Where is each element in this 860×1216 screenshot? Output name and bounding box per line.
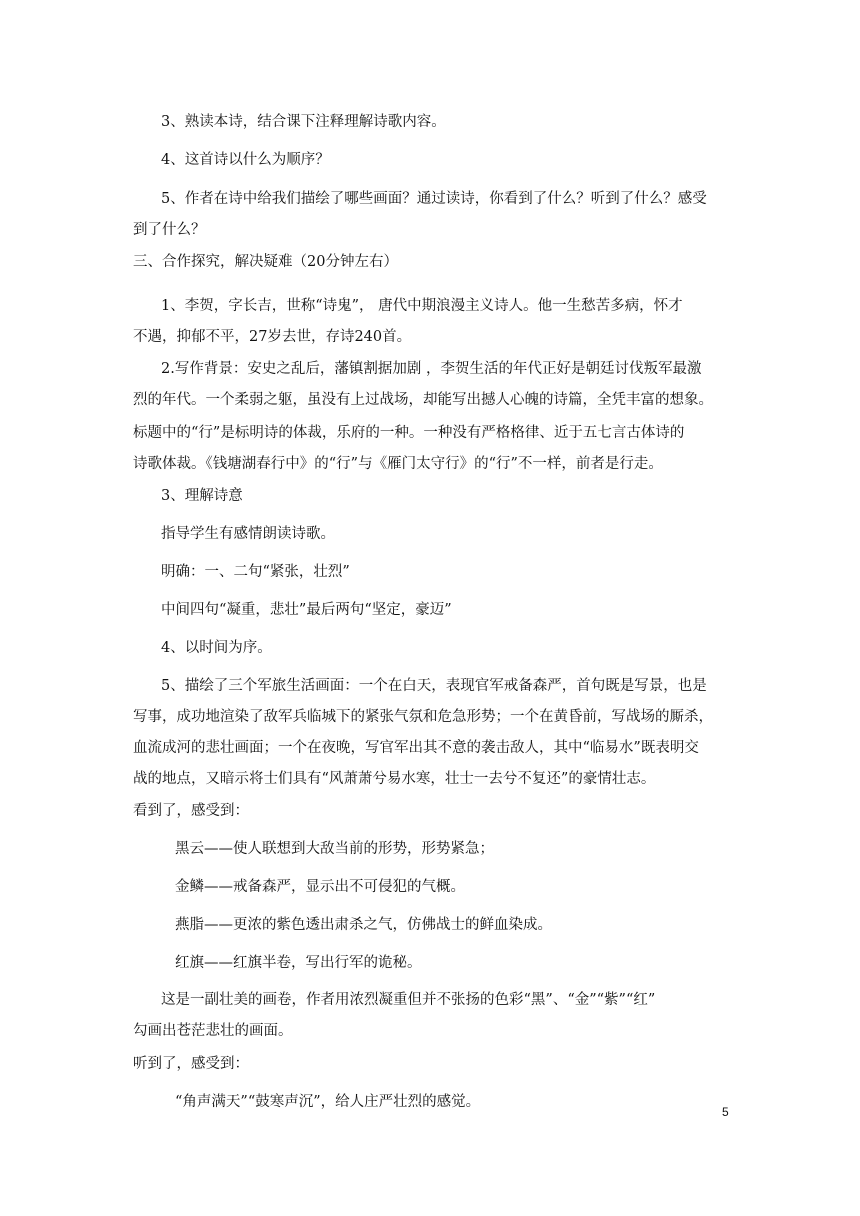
text-line: 写事，成功地渲染了敌军兵临城下的紧张气氛和危急形势；一个在黄昏前，写战场的厮杀， xyxy=(133,709,713,725)
text-line: 4、以时间为序。 xyxy=(161,640,272,656)
paragraph-a1 xyxy=(133,291,733,353)
text-line: 标题中的“行”是标明诗的体裁，乐府的一种。一种没有严格格律、近于五七言古体诗的 xyxy=(133,425,685,441)
text-line: 4、这首诗以什么为顺序？ xyxy=(161,152,330,168)
paragraph-title_note xyxy=(133,418,733,480)
text-line: 诗歌体裁。《钱塘湖春行中》的“行”与《雁门太守行》的“行”不一样，前者是行走。 xyxy=(133,456,663,472)
page-number: 5 xyxy=(722,1105,729,1119)
paragraph-a4 xyxy=(133,633,733,664)
paragraph-guide xyxy=(133,519,733,550)
text-line: 血流成河的悲壮画面；一个在夜晚，写官军出其不意的袭击敌人，其中“临易水”既表明交 xyxy=(133,740,699,756)
text-line: 中间四句“凝重，悲壮”最后两句“坚定，豪迈” xyxy=(161,602,452,618)
text-line: 2.写作背景：安史之乱后，藩镇割据加剧 ，李贺生活的年代正好是朝廷讨伐叛军最激 xyxy=(161,361,702,377)
text-line: 不遇，抑郁不平，27岁去世，存诗240首。 xyxy=(133,329,412,345)
text-line: 红旗——红旗半卷，写出行军的诡秘。 xyxy=(175,955,422,971)
paragraph-summary xyxy=(133,985,733,1047)
paragraph-hongqi xyxy=(133,948,733,979)
paragraph-a3 xyxy=(133,481,733,512)
paragraph-q4 xyxy=(133,145,733,176)
text-line: 5、描绘了三个军旅生活画面：一个在白天，表现官军戒备森严，首句既是写景，也是 xyxy=(161,678,707,694)
paragraph-seen xyxy=(133,796,733,827)
paragraph-section3 xyxy=(133,247,733,278)
text-line: 5、作者在诗中给我们描绘了哪些画面？通过读诗，你看到了什么？听到了什么？感受 xyxy=(161,191,707,207)
text-line: 勾画出苍茫悲壮的画面。 xyxy=(133,1023,293,1039)
text-line: 听到了，感受到： xyxy=(133,1056,249,1072)
paragraph-yanzhi xyxy=(133,910,733,941)
text-line: 这是一副壮美的画卷，作者用浓烈凝重但并不张扬的色彩“黑”、“金”“紫”“红” xyxy=(161,992,656,1008)
text-line: 1、李贺，字长吉，世称“诗鬼”， 唐代中期浪漫主义诗人。他一生愁苦多病，怀才 xyxy=(161,298,683,314)
paragraph-heard xyxy=(133,1049,733,1080)
text-line: 黑云——使人联想到大敌当前的形势，形势紧急； xyxy=(175,841,494,857)
text-line: 3、熟读本诗，结合课下注释理解诗歌内容。 xyxy=(161,114,446,130)
text-line: 燕脂——更浓的紫色透出肃杀之气，仿佛战士的鲜血染成。 xyxy=(175,917,552,933)
text-line: 明确：一、二句“紧张，壮烈” xyxy=(161,564,350,580)
text-line: 到了什么？ xyxy=(133,222,206,238)
text-line: 烈的年代。一个柔弱之躯，虽没有上过战场，却能写出撼人心魄的诗篇，全凭丰富的想象。 xyxy=(133,392,713,408)
text-line: 指导学生有感情朗读诗歌。 xyxy=(161,526,335,542)
paragraph-middle xyxy=(133,595,733,626)
paragraph-a2 xyxy=(133,354,733,416)
text-line: 看到了，感受到： xyxy=(133,803,249,819)
paragraph-q3 xyxy=(133,107,733,138)
paragraph-clear xyxy=(133,557,733,588)
text-line: “角声满天”“鼓寒声沉”，给人庄严壮烈的感觉。 xyxy=(175,1094,481,1110)
text-line: 3、理解诗意 xyxy=(161,488,243,504)
text-line: 金鳞——戒备森严，显示出不可侵犯的气概。 xyxy=(175,879,465,895)
text-line: 战的地点，又暗示将士们具有“风萧萧兮易水寒，壮士一去兮不复还”的豪情壮志。 xyxy=(133,771,656,787)
paragraph-q5 xyxy=(133,184,733,246)
paragraph-a5 xyxy=(133,671,733,795)
text-line: 三、合作探究，解决疑难（20分钟左右） xyxy=(133,254,398,270)
paragraph-jinlin xyxy=(133,872,733,903)
paragraph-heiyun xyxy=(133,834,733,865)
paragraph-sound xyxy=(133,1087,733,1118)
